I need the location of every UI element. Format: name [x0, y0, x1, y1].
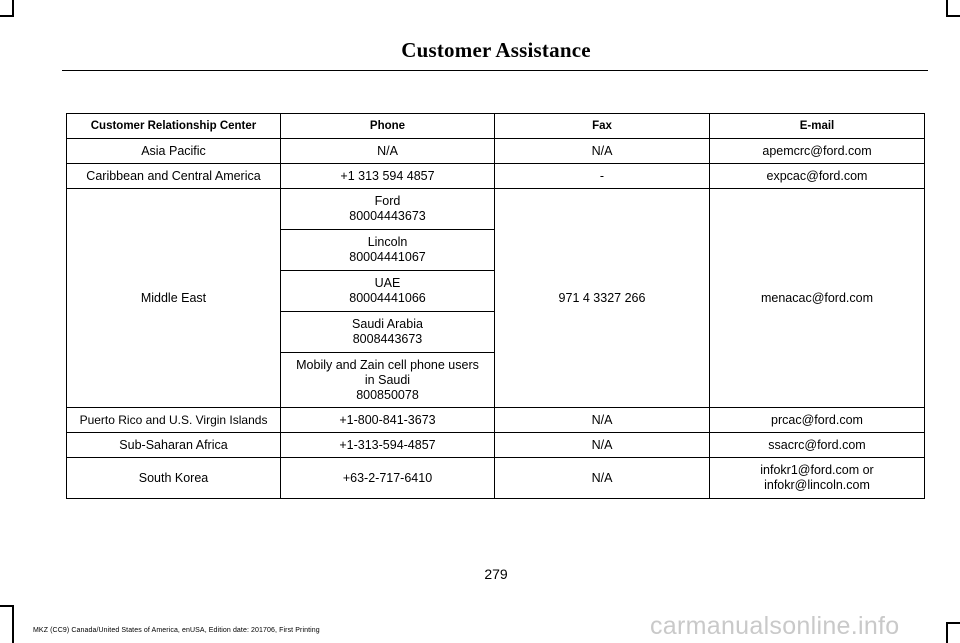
crop-mark-bottom-right	[946, 622, 948, 643]
watermark: carmanualsonline.info	[650, 612, 900, 640]
phone-cell: +1-313-594-4857	[281, 433, 495, 458]
phone-number: 80004441067	[349, 250, 426, 264]
phone-cell	[281, 230, 495, 271]
phone-number: 80004441066	[349, 291, 426, 305]
crop-mark-top-left-h	[0, 15, 14, 17]
phone-cell	[281, 312, 495, 353]
title-rule	[62, 70, 928, 71]
customer-assistance-table	[66, 113, 925, 499]
center-cell: Sub-Saharan Africa	[67, 433, 281, 458]
center-cell: Asia Pacific	[67, 139, 281, 164]
table-row	[67, 164, 925, 189]
email-cell: expcac@ford.com	[710, 164, 925, 189]
phone-label: Mobily and Zain cell phone users	[296, 357, 479, 372]
email-cell: ssacrc@ford.com	[710, 433, 925, 458]
phone-cell	[281, 353, 495, 408]
phone-label: Lincoln	[367, 235, 408, 249]
phone-label: UAE	[374, 276, 401, 290]
crop-mark-bottom-left	[12, 605, 14, 643]
page-number: 279	[484, 566, 508, 582]
phone-cell: +63-2-717-6410	[281, 458, 495, 499]
email-cell: apemcrc@ford.com	[710, 139, 925, 164]
phone-number: 8008443673	[352, 332, 423, 346]
header-email: E-mail	[710, 114, 925, 139]
phone-cell: +1-800-841-3673	[281, 408, 495, 433]
email-line: infokr1@ford.com or	[760, 463, 874, 477]
phone-label: Saudi Arabia	[352, 317, 423, 331]
crop-mark-bottom-right-h	[946, 622, 960, 624]
fax-cell: N/A	[495, 408, 710, 433]
phone-cell	[281, 189, 495, 230]
table-row	[67, 458, 925, 499]
fax-cell: 971 4 3327 266	[495, 189, 710, 408]
header-phone: Phone	[281, 114, 495, 139]
phone-number: 800850078	[356, 387, 419, 402]
email-cell	[710, 458, 925, 499]
phone-label: in Saudi	[364, 372, 411, 387]
phone-cell	[281, 271, 495, 312]
fax-cell: N/A	[495, 433, 710, 458]
phone-number: 80004443673	[349, 209, 426, 223]
center-cell: Middle East	[67, 189, 281, 408]
page-title: Customer Assistance	[401, 38, 591, 62]
fax-cell: N/A	[495, 139, 710, 164]
table-row-middle-east	[67, 189, 925, 230]
fax-cell: N/A	[495, 458, 710, 499]
header-fax: Fax	[495, 114, 710, 139]
phone-label: Ford	[374, 194, 401, 208]
phone-cell: +1 313 594 4857	[281, 164, 495, 189]
crop-mark-bottom-left-h	[0, 605, 14, 607]
center-cell: Caribbean and Central America	[67, 164, 281, 189]
email-line: infokr@lincoln.com	[764, 478, 870, 492]
footer-edition-text: MKZ (CC9) Canada/United States of America, enUSA, Edition date: 201706, First Printing	[33, 627, 320, 634]
fax-cell: -	[495, 164, 710, 189]
header-center: Customer Relationship Center	[67, 114, 281, 139]
table-header-row	[67, 114, 925, 139]
table-row	[67, 139, 925, 164]
email-cell: prcac@ford.com	[710, 408, 925, 433]
table-row	[67, 408, 925, 433]
table-row	[67, 433, 925, 458]
email-cell: menacac@ford.com	[710, 189, 925, 408]
phone-cell: N/A	[281, 139, 495, 164]
crop-mark-top-right-h	[946, 15, 960, 17]
center-cell: South Korea	[67, 458, 281, 499]
center-cell: Puerto Rico and U.S. Virgin Islands	[67, 408, 281, 433]
